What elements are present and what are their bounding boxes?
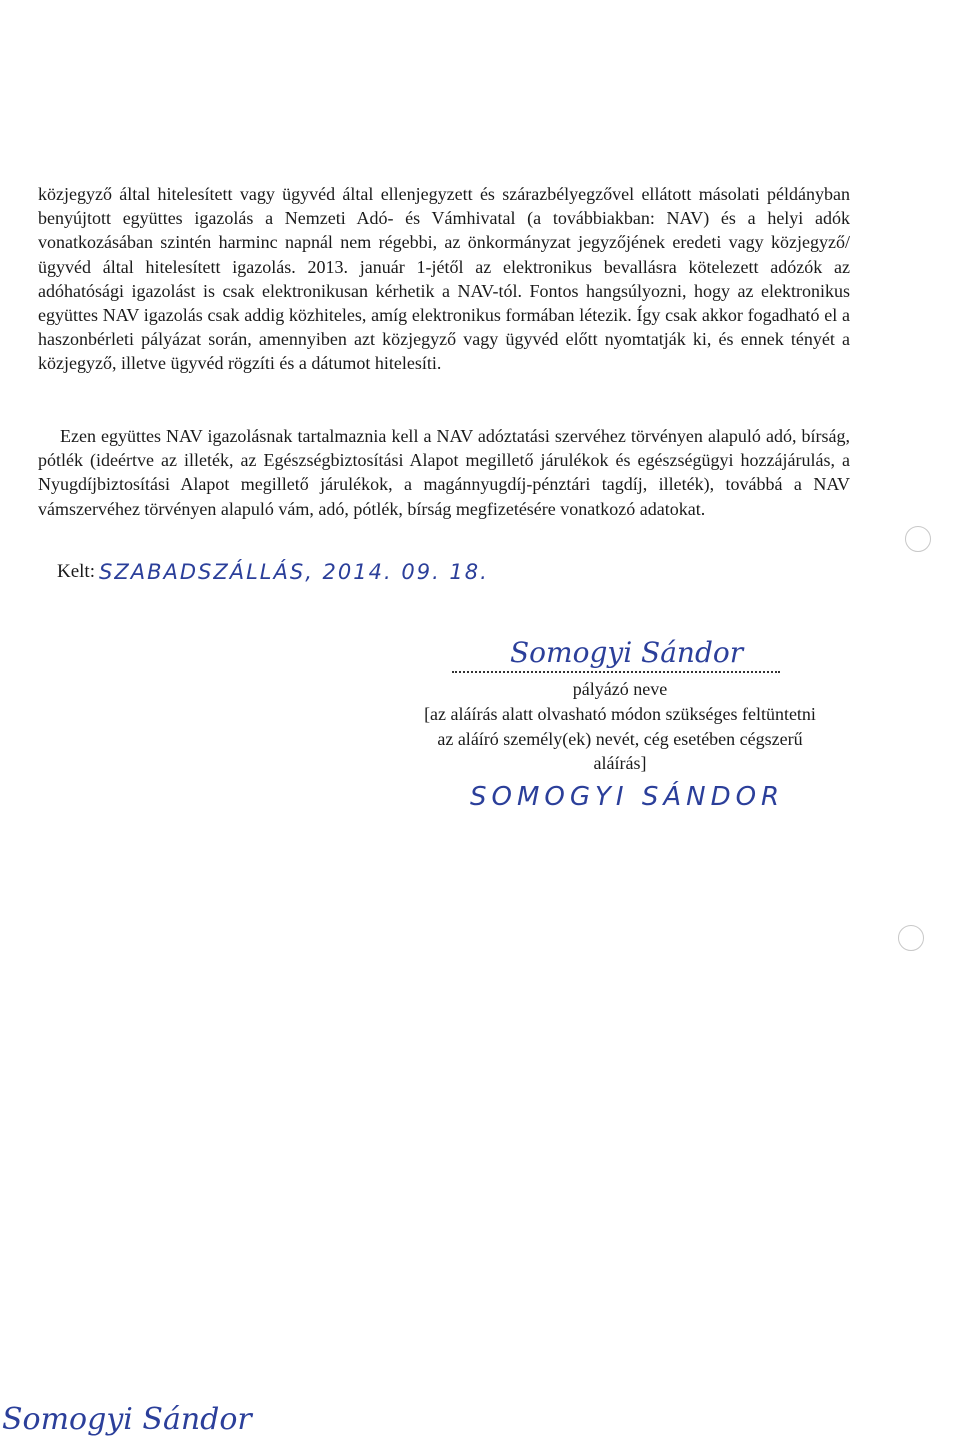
signature-line bbox=[452, 633, 780, 673]
date-line bbox=[57, 560, 489, 584]
note-line-3: aláírás] bbox=[593, 753, 647, 773]
punch-hole-icon bbox=[905, 526, 931, 552]
bottom-signature: Somogyi Sándor bbox=[2, 1402, 252, 1437]
handwritten-printed-name: SOMOGYI SÁNDOR bbox=[470, 782, 785, 812]
kelt-label: Kelt: bbox=[57, 561, 95, 582]
paragraph-1: közjegyző által hitelesített vagy ügyvéd által ellenjegyzett és szárazbélyegzővel ellátott másolati példányban benyújtott együttes igazolás a Nemzeti Adó- és Vámhivatal (a továbbiakban: NAV) és a helyi adók vonatkozásában szintén harminc napnál nem régebbi, az önkormányzat jegyzőjének eredeti vagy közjegyző/ügyvéd által hitelesített igazolás. 2013. január 1-jétől az elektronikus bevallásra kötelezett adózók az adóhatósági igazolást is csak elektronikusan kérhetik a NAV-tól. Fontos hangsúlyozni, hogy az elektronikus együttes NAV igazolás csak addig közhiteles, amíg elektronikus formában létezik. Így csak akkor fogadható el a haszonbérleti pályázat során, amennyiben azt közjegyző vagy ügyvéd előtt nyomtatják ki, és ennek tényét a közjegyző, illetve ügyvéd rögzíti és a dátumot hitelesíti. bbox=[38, 184, 850, 374]
note-line-2: az aláíró személy(ek) nevét, cég esetében cégszerű bbox=[437, 728, 803, 749]
note-line-1: [az aláírás alatt olvasható módon szükséges feltüntetni bbox=[424, 704, 816, 724]
handwritten-signature: Somogyi Sándor bbox=[510, 636, 744, 669]
punch-hole-icon bbox=[898, 925, 924, 951]
applicant-name-label: pályázó neve bbox=[572, 679, 668, 699]
handwritten-place-date: SZABADSZÁLLÁS, 2014. 09. 18. bbox=[99, 560, 489, 584]
paragraph-2: Ezen együttes NAV igazolásnak tartalmaznia kell a NAV adóztatási szervéhez törvényen alapuló adó, bírság, pótlék (ideértve az illeték, az Egészségbiztosítási Alapot megillető járulékok és egészségügyi hozzájárulás, a Nyugdíjbiztosítási Alapot megillető járulékok, a magánnyugdíj-pénztári tagdíj, illeték), továbbá a NAV vámszervéhez törvényen alapuló vám, adó, pótlék, bírság megfizetésére vonatkozó adatokat. bbox=[38, 426, 850, 519]
signature-instructions bbox=[380, 702, 860, 776]
dotted-line bbox=[452, 671, 780, 673]
